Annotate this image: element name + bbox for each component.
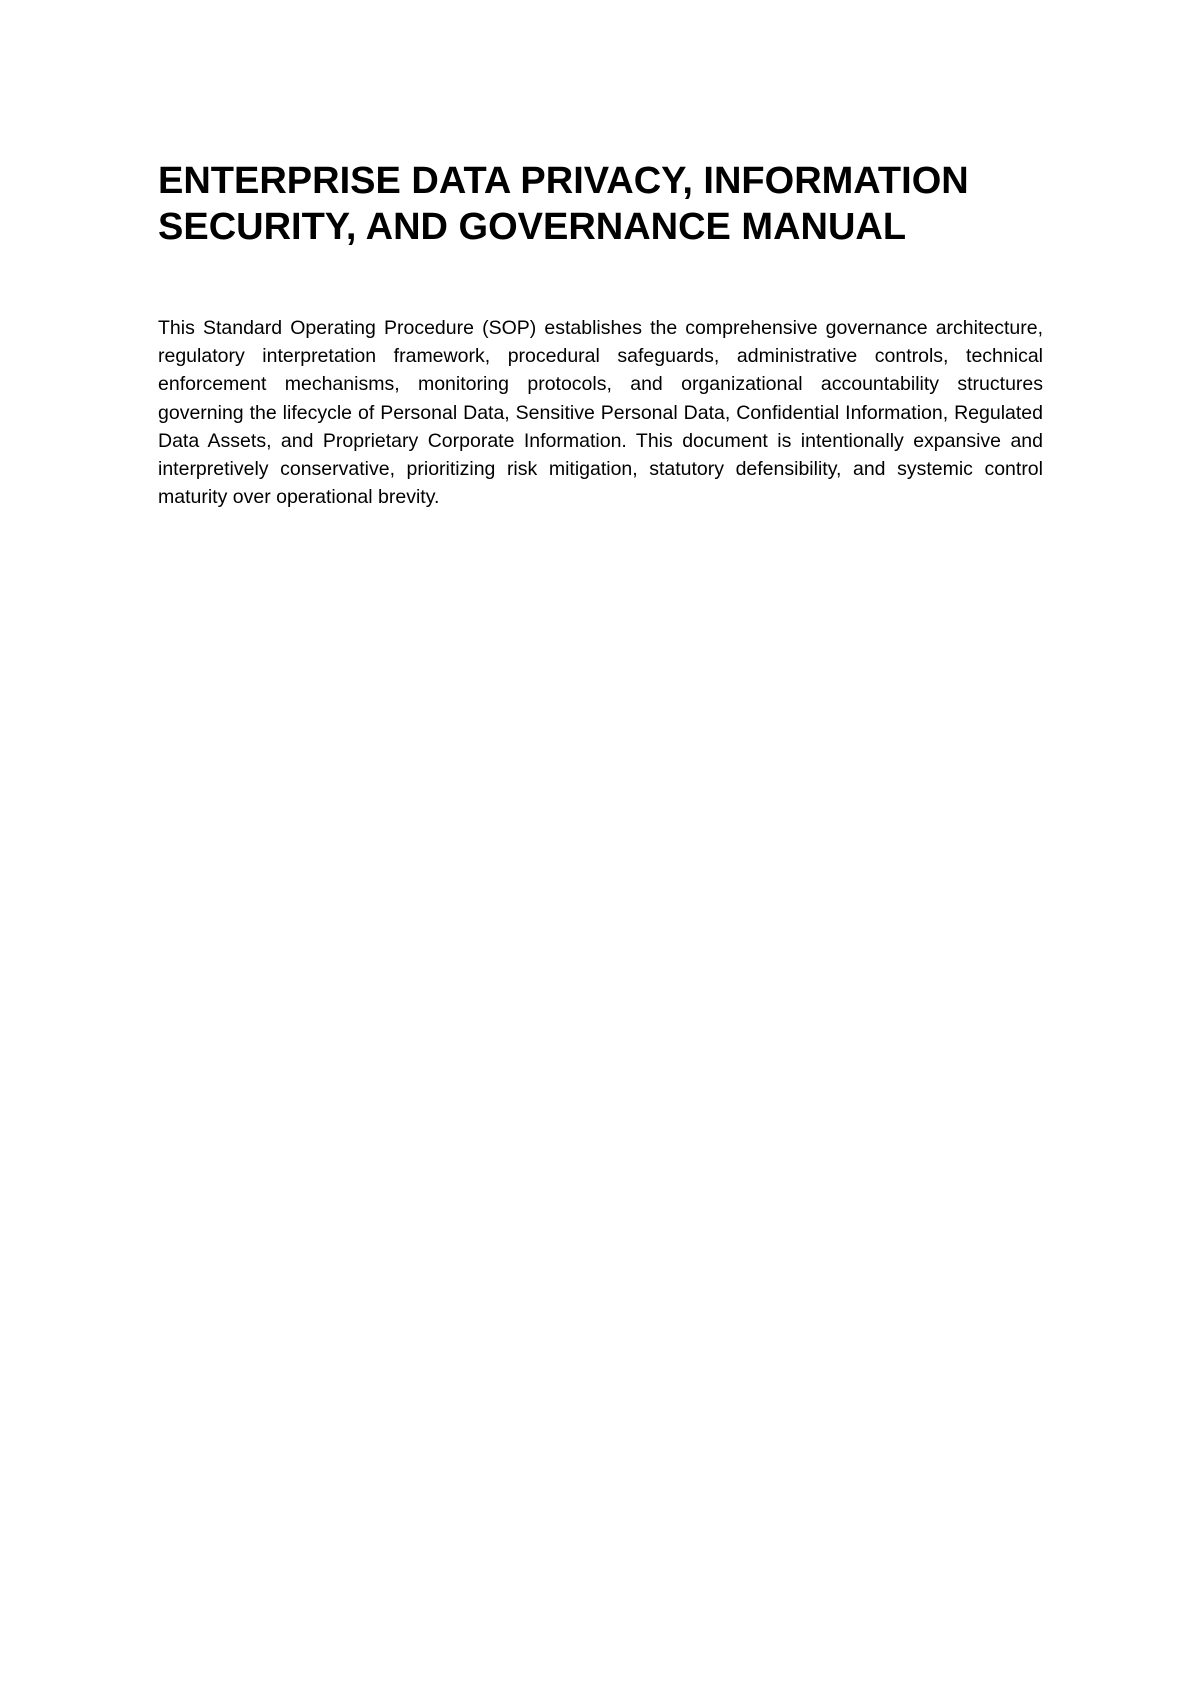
intro-paragraph: This Standard Operating Procedure (SOP) establishes the comprehensive governance architecture, regulatory interpretation framework, procedural safeguards, administrative controls, technical enforcement mechanisms, monitoring protocols, and organizational accountability structures governing the lifecycle of Personal Data, Sensitive Personal Data, Confidential Information, Regulated Data Assets, and Proprietary Corporate Information. This document is intentionally expansive and interpretively conservative, prioritizing risk mitigation, statutory defensibility, and systemic control maturity over operational brevity. — [158, 317, 1043, 509]
document-title: ENTERPRISE DATA PRIVACY, INFORMATION SECURITY, AND GOVERNANCE MANUAL — [158, 160, 969, 248]
page-content — [158, 158, 1043, 511]
